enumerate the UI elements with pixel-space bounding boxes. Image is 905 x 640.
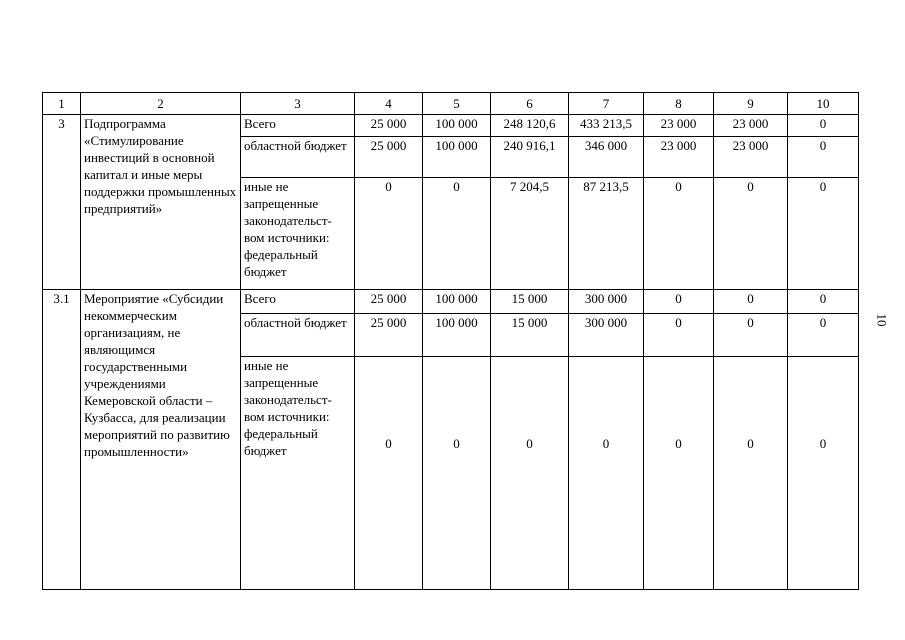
header-cell: 4 xyxy=(355,93,423,115)
value-cell: 0 xyxy=(569,357,644,590)
value-cell: 0 xyxy=(491,357,569,590)
value-cell: 300 000 xyxy=(569,290,644,314)
value-cell: 25 000 xyxy=(355,115,423,137)
value-cell: 0 xyxy=(423,178,491,290)
value-cell: 23 000 xyxy=(644,137,714,178)
table-row xyxy=(43,115,859,137)
funding-source: областной бюджет xyxy=(241,314,355,357)
value-cell: 23 000 xyxy=(644,115,714,137)
budget-table xyxy=(42,92,859,590)
event-name: Мероприятие «Субсидии некоммерческим организациям, не являющимся государственными учреждениями Кемеровской области – Кузбасса, для реализации мероприятий по развитию промышленности» xyxy=(81,290,241,590)
value-cell: 100 000 xyxy=(423,290,491,314)
value-cell: 0 xyxy=(788,115,859,137)
value-cell: 0 xyxy=(423,357,491,590)
value-cell: 0 xyxy=(644,290,714,314)
value-cell: 0 xyxy=(355,178,423,290)
value-cell: 248 120,6 xyxy=(491,115,569,137)
funding-source: иные не запрещенные законодательст-вом источники: федеральный бюджет xyxy=(241,178,355,290)
header-cell: 9 xyxy=(714,93,788,115)
funding-source: иные не запрещенные законодательст-вом источники: федеральный бюджет xyxy=(241,357,355,590)
row-number: 3.1 xyxy=(43,290,81,590)
value-cell: 0 xyxy=(788,357,859,590)
value-cell: 0 xyxy=(355,357,423,590)
header-cell: 1 xyxy=(43,93,81,115)
value-cell: 100 000 xyxy=(423,137,491,178)
value-cell: 23 000 xyxy=(714,115,788,137)
value-cell: 0 xyxy=(644,314,714,357)
value-cell: 100 000 xyxy=(423,314,491,357)
program-name: Подпрограмма «Стимулирование инвестиций в основной капитал и иные меры поддержки промышленных предприятий» xyxy=(81,115,241,290)
value-cell: 23 000 xyxy=(714,137,788,178)
value-cell: 100 000 xyxy=(423,115,491,137)
header-cell: 7 xyxy=(569,93,644,115)
value-cell: 25 000 xyxy=(355,314,423,357)
value-cell: 0 xyxy=(788,314,859,357)
value-cell: 25 000 xyxy=(355,290,423,314)
funding-source: областной бюджет xyxy=(241,137,355,178)
page-number: 10 xyxy=(874,313,890,327)
value-cell: 15 000 xyxy=(491,290,569,314)
value-cell: 7 204,5 xyxy=(491,178,569,290)
funding-source: Всего xyxy=(241,115,355,137)
value-cell: 300 000 xyxy=(569,314,644,357)
value-cell: 346 000 xyxy=(569,137,644,178)
header-cell: 3 xyxy=(241,93,355,115)
value-cell: 0 xyxy=(788,137,859,178)
header-cell: 10 xyxy=(788,93,859,115)
value-cell: 0 xyxy=(788,290,859,314)
value-cell: 0 xyxy=(714,178,788,290)
row-number: 3 xyxy=(43,115,81,290)
funding-source: Всего xyxy=(241,290,355,314)
value-cell: 0 xyxy=(644,357,714,590)
value-cell: 0 xyxy=(788,178,859,290)
value-cell: 433 213,5 xyxy=(569,115,644,137)
value-cell: 87 213,5 xyxy=(569,178,644,290)
value-cell: 15 000 xyxy=(491,314,569,357)
table-row xyxy=(43,290,859,314)
value-cell: 0 xyxy=(644,178,714,290)
value-cell: 0 xyxy=(714,314,788,357)
header-cell: 6 xyxy=(491,93,569,115)
value-cell: 0 xyxy=(714,290,788,314)
value-cell: 0 xyxy=(714,357,788,590)
header-cell: 5 xyxy=(423,93,491,115)
header-row xyxy=(43,93,859,115)
value-cell: 240 916,1 xyxy=(491,137,569,178)
header-cell: 8 xyxy=(644,93,714,115)
value-cell: 25 000 xyxy=(355,137,423,178)
header-cell: 2 xyxy=(81,93,241,115)
